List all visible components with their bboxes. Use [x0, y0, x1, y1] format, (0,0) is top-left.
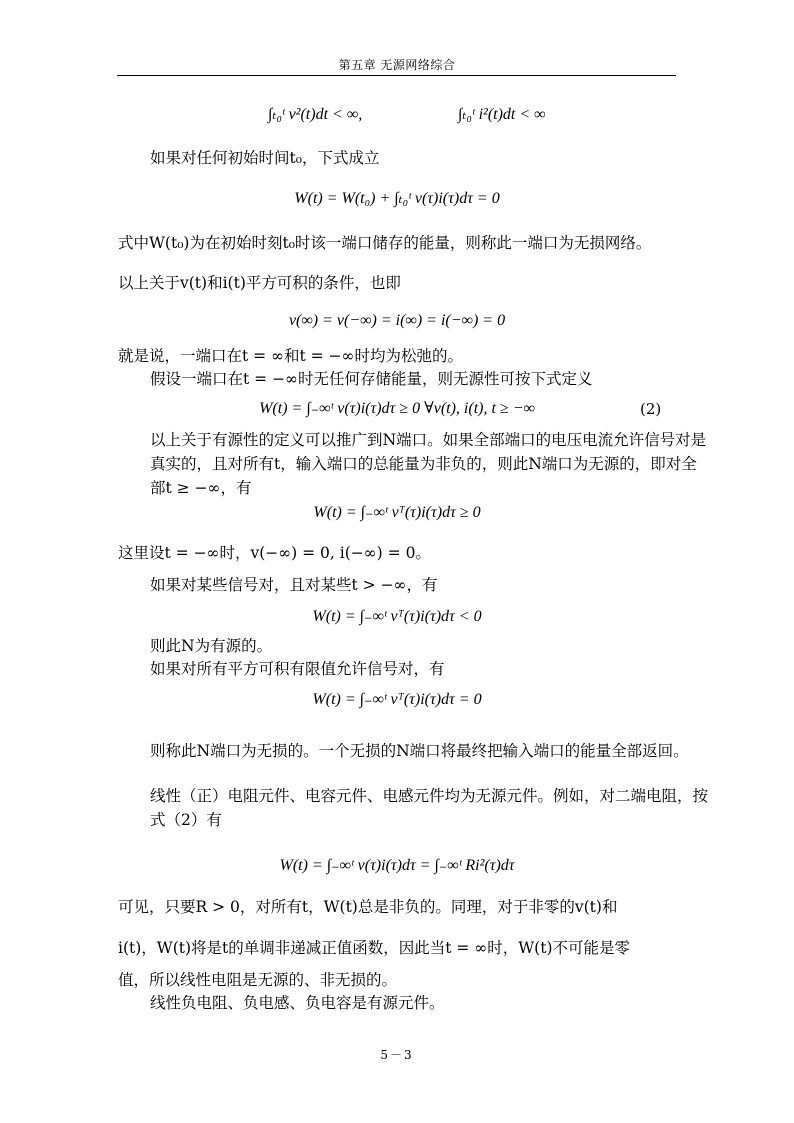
page-number: 5－3 — [380, 1048, 414, 1062]
equation-lossless-energy: W(t) = W(t₀) + ∫ₜ₀ᵗ v(τ)i(τ)dτ = 0 — [294, 190, 500, 207]
equation-nport-lossless: W(t) = ∫₋∞ᵗ vᵀ(τ)i(τ)dτ = 0 — [312, 691, 482, 708]
paragraph-square-integrable: 以上关于v(t)和i(t)平方可积的条件，也即 — [118, 274, 401, 292]
paragraph-passive-elements: 线性（正）电阻元件、电容元件、电感元件均为无源元件。例如，对二端电阻，按式（2）有 — [150, 787, 709, 829]
paragraph-initial-condition: 这里设t = −∞时，v(−∞) = 0, i(−∞) = 0。 — [118, 544, 431, 562]
paragraph-relaxed: 就是说，一端口在t = ∞和t = −∞时均为松弛的。 — [118, 347, 463, 365]
paragraph-passivity-assumption: 假设一端口在t = −∞时无任何存储能量，则无源性可按下式定义 — [150, 370, 593, 388]
equation-resistor-energy: W(t) = ∫₋∞ᵗ v(τ)i(τ)dτ = ∫₋∞ᵗ Ri²(τ)dτ — [279, 857, 515, 874]
equation-limits: v(∞) = v(−∞) = i(∞) = i(−∞) = 0 — [288, 312, 506, 329]
paragraph-lossless-conclusion: 则称此N端口为无损的。一个无损的N端口将最终把输入端口的能量全部返回。 — [150, 742, 689, 760]
equation-passivity-definition: W(t) = ∫₋∞ᵗ v(τ)i(τ)dτ ≥ 0 ∀v(t), i(t), t ≥ −∞ — [259, 400, 535, 417]
equation-active: W(t) = ∫₋∞ᵗ vᵀ(τ)i(τ)dτ < 0 — [312, 608, 482, 625]
equation-v-square-integrable: ∫ₜ₀ᵗ v²(t)dt < ∞, — [268, 106, 363, 123]
paragraph-lossless-definition: 式中W(t₀)为在初始时刻t₀时该一端口储存的能量，则称此一端口为无损网络。 — [118, 234, 652, 252]
equation-number-2: (2) — [640, 400, 662, 418]
paragraph-some-signals: 如果对某些信号对，且对某些t > −∞，有 — [150, 576, 438, 594]
paragraph-active-conclusion: 则此N为有源的。 — [150, 637, 273, 655]
paragraph-initial-time: 如果对任何初始时间t₀，下式成立 — [150, 149, 380, 167]
paragraph-resistor-conclusion: 值，所以线性电阻是无源的、非无损的。 — [118, 971, 398, 989]
paragraph-negative-elements: 线性负电阻、负电感、负电容是有源元件。 — [150, 994, 445, 1012]
running-header: 第五章 无源网络综合 — [338, 58, 456, 72]
paragraph-nport-passivity: 以上关于有源性的定义可以推广到N端口。如果全部端口的电压电流允许信号对是真实的，且对所有t，输入端口的总能量为非负的，则此N端口为无源的，即对全部t ≥ −∞，有 — [150, 431, 707, 497]
header-rule — [117, 75, 676, 76]
paragraph-all-signals: 如果对所有平方可积有限值允许信号对，有 — [150, 660, 445, 678]
paragraph-monotonic: i(t)，W(t)将是t的单调非递减正值函数，因此当t = ∞时，W(t)不可能是零 — [118, 939, 631, 957]
equation-i-square-integrable: ∫ₜ₀ᵗ i²(t)dt < ∞ — [458, 106, 546, 123]
paragraph-resistor-nonnegative: 可见，只要R > 0，对所有t，W(t)总是非负的。同理，对于非零的v(t)和 — [118, 898, 618, 916]
equation-nport-passive: W(t) = ∫₋∞ᵗ vᵀ(τ)i(τ)dτ ≥ 0 — [313, 504, 481, 521]
